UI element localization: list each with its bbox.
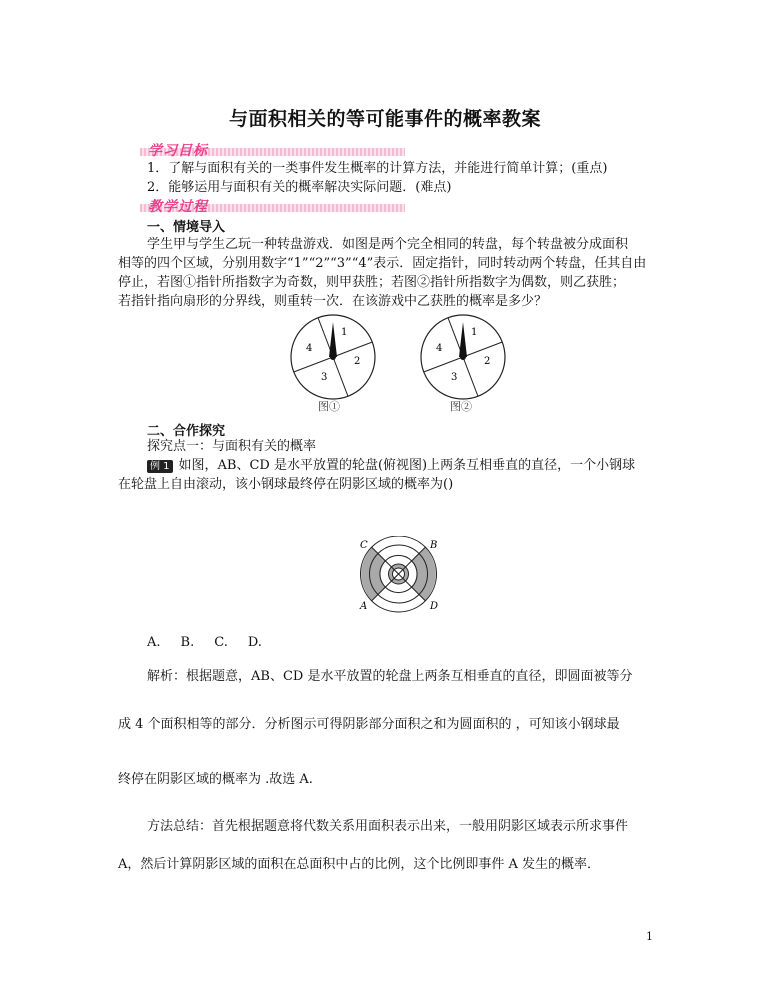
analysis-text: 是水平放置的轮盘上两条互相垂直的直径，即圆面被等分 [303,669,633,684]
analysis-text: 个面积相等的部分．分析图示可得阴影部分面积之和为圆面积的 ，可知该小钢球最 [143,717,620,732]
spinner-number-3: 3 [451,372,458,383]
page-title: 与面积相关的等可能事件的概率教案 [228,108,541,130]
spinner-figure-2 [418,312,508,402]
example-text-1: 如图，AB、CD 是水平放置的轮盘(俯视图)上两条互相垂直的直径，一个小钢球 [178,458,636,473]
goal-item-1: 1．了解与面积有关的一类事件发生概率的计算方法，并能进行简单计算；(重点) [147,161,608,176]
section2-subheading: 探究点一：与面积有关的概率 [147,439,317,454]
choice-b: B. [180,635,195,650]
summary-line-2 [118,856,600,874]
spinner-number-4: 4 [306,343,313,354]
answer-choices [147,634,282,652]
label-a: A [360,601,368,612]
analysis-text: .故选 [265,772,300,787]
summary-math: A [508,857,518,872]
summary-math: A [118,857,128,872]
label-c: C [360,540,368,551]
spinner-number-2: 2 [354,356,361,367]
spinner-figure-1 [288,312,378,402]
section1-line-3: 停止，若图①指针所指数字为奇数，则甲获胜；若图②指针所指数字为偶数，则乙获胜； [118,275,626,290]
goals-banner-label: 学习目标 [148,143,208,159]
example-line-1 [147,457,635,475]
goals-banner [140,142,405,159]
spinner-number-1: 1 [471,327,478,338]
section1-line-1: 学生甲与学生乙玩一种转盘游戏．如图是两个完全相同的转盘，每个转盘被分成面积 [147,237,629,252]
analysis-line-1 [147,668,632,686]
analysis-label: 解析： [147,669,187,684]
spinner-needle [459,322,467,357]
analysis-text: 成 [118,717,136,732]
goal-item-2: 2．能够运用与面积有关的概率解决实际问题．(难点) [147,180,452,195]
label-b: B [430,540,438,551]
summary-text: 首先根据题意将代数关系用面积表示出来，一般用阴影区域表示所求事件 [212,819,629,834]
analysis-math: 4 [135,717,144,732]
spinner-number-1: 1 [341,327,348,338]
analysis-text: 根据题意， [186,669,252,684]
choice-a: A. [147,635,161,650]
spinner-hub [460,354,466,360]
analysis-line-2 [118,716,620,734]
process-banner-label: 教学过程 [148,199,208,215]
wheel-figure [348,536,448,616]
spinner-number-4: 4 [436,343,443,354]
analysis-text: 终停在阴影区域的概率为 [118,772,266,787]
summary-text: ，然后计算阴影区域的面积在总面积中占的比例，这个比例即事件 [127,857,509,872]
example-badge: 例 1 [147,460,173,473]
example-line-2: 在轮盘上自由滚动，该小钢球最终停在阴影区域的概率为() [118,477,454,492]
summary-line-1 [147,818,628,836]
section2-heading: 二、合作探究 [147,424,226,439]
label-d: D [430,601,439,612]
summary-text: 发生的概率． [517,857,601,872]
spinner-hub [330,354,336,360]
section1-line-2: 相等的四个区域，分别用数字“1”“2”“3”“4”表示．固定指针，同时转动两个转盘，任其自由 [118,256,647,271]
spinner-number-3: 3 [321,372,328,383]
section1-line-4: 若指针指向扇形的分界线，则重转一次．在该游戏中乙获胜的概率是多少？ [118,294,548,309]
process-banner [140,198,405,215]
analysis-math: AB、CD [251,669,304,684]
spinner-caption-2: 图② [450,400,472,413]
choice-d: D. [247,635,262,650]
spinner-number-2: 2 [484,356,491,367]
section1-heading: 一、情境导入 [147,220,226,235]
spinner-caption-1: 图① [318,400,340,413]
analysis-math: A. [299,772,313,787]
analysis-line-3 [118,771,313,789]
spinner-needle [329,322,337,357]
page-number: 1 [646,930,653,943]
summary-label: 方法总结： [147,819,213,834]
choice-c: C. [214,635,228,650]
